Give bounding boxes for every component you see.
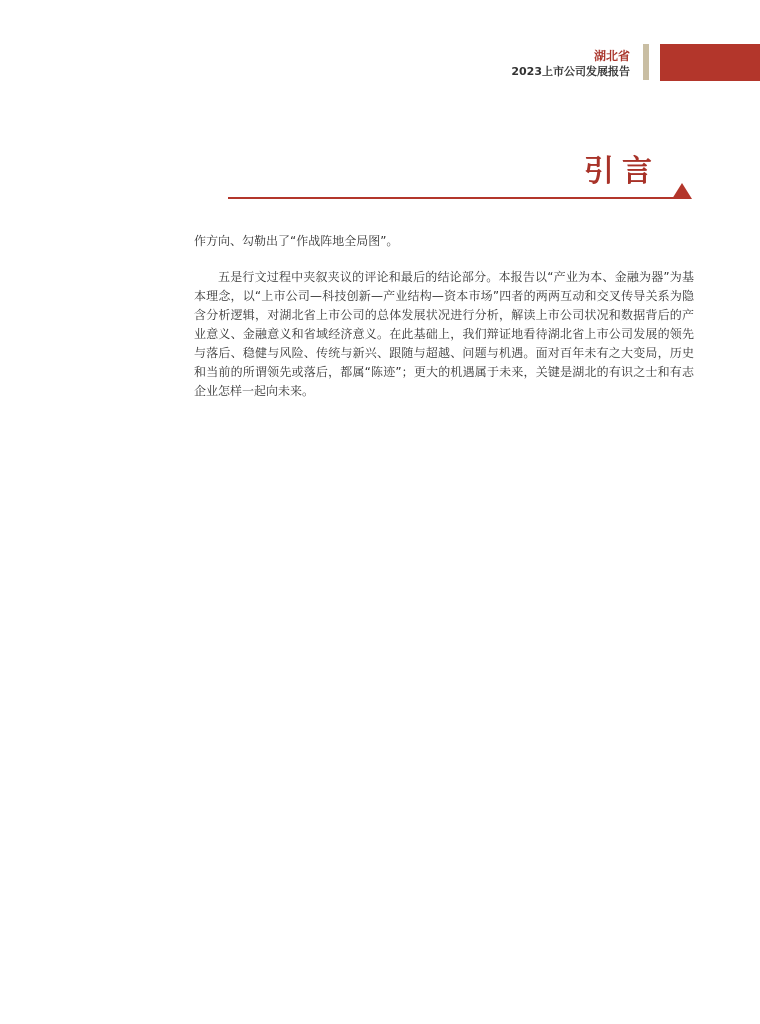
paragraph: 五是行文过程中夹叙夹议的评论和最后的结论部分。本报告以“产业为本、金融为器”为基本理念，以“上市公司—科技创新—产业结构—资本市场”四者的两两互动和交叉传导关系为隐含分析逻辑，对湖北省上市公司的总体发展状况进行分析，解读上市公司状况和数据背后的产业意义、金融意义和省域经济意义。在此基础上，我们辩证地看待湖北省上市公司发展的领先与落后、稳健与风险、传统与新兴、跟随与超越、问题与机遇。面对百年未有之大变局，历史和当前的所谓领先或落后，都属“陈迹”；更大的机遇属于未来，关键是湖北的有识之士和有志企业怎样一起向未来。 (194, 270, 694, 398)
header-report-title: 2023上市公司发展报告 (511, 65, 630, 78)
title-underline (228, 197, 678, 199)
title-triangle-icon (672, 183, 692, 199)
header-province: 湖北省 (593, 49, 630, 63)
header-accent-bar (660, 44, 760, 81)
section-title: 引言 (584, 154, 660, 189)
body-text (194, 232, 694, 401)
paragraph: 作方向、勾勒出了“作战阵地全局图”。 (194, 234, 399, 248)
header-divider (643, 44, 649, 80)
running-header (511, 49, 630, 79)
